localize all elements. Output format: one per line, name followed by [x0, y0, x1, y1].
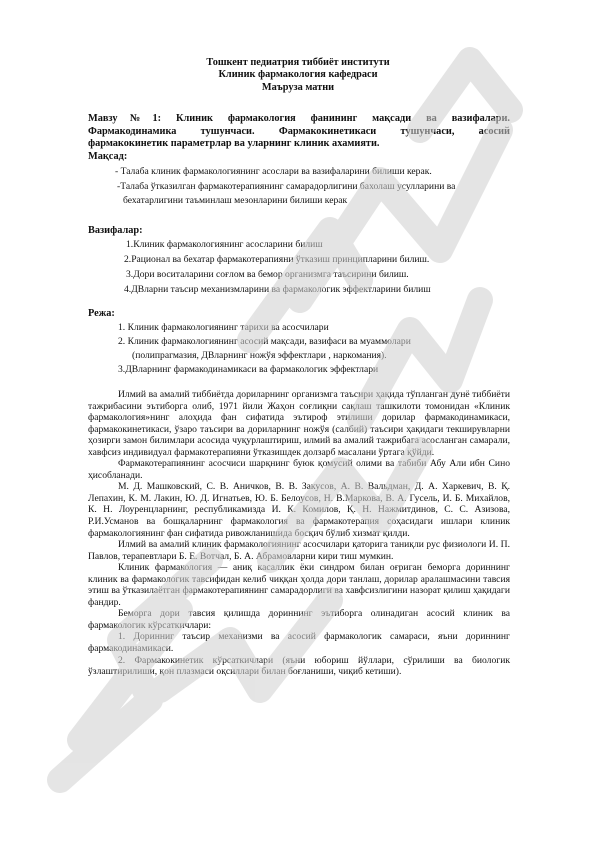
- paragraph: 1. Доринниг таъсир механизми ва асосий фармакологик самараси, яъни дориннинг фармакодинамикаси.: [88, 631, 510, 655]
- plan-item: 1. Клиник фармакологиянинг тарихи ва асосчилари: [118, 322, 329, 333]
- paragraph: 2. Фармакокинетик кўрсаткичлари (яъни юбориш йўллари, сўрилиши ва биологик ўзлаштирилиши, қон плазмаси оқсиллари билан боғланиши, чиқиб кетиши).: [88, 654, 510, 678]
- paragraph: Клиник фармакология — аниқ касаллик ёки синдром билан оғриган беморга дориннинг клиник ва фармакологик тавсифидан келиб чиққан ҳолда дори танлаш, дорилар аралашмасини тавсия этиш ва ўтказилаётган фармакотерапиянинг самарадорлиги ва хавфсизлигини назорат қилиш ҳақидаги фандир.: [88, 562, 510, 608]
- topic-line: Мавзу№1: Клиник фармакология фанининг мақсади ва вазифалари.: [88, 113, 510, 124]
- topic-heading: [88, 113, 510, 151]
- goal-item: -Талаба ўтказилган фармакотерапиянинг самарадорлигини бахолаш усулларини ва: [117, 181, 456, 192]
- plan-item: 2. Клиник фармакологиянинг асосий мақсади, вазифаси ва муаммолари: [118, 336, 411, 347]
- plan-item: (полипрагмазия, ДВларнинг ножўя эффектлари , наркомания).: [132, 350, 387, 361]
- goal-item: - Талаба клиник фармакологиянинг асослари ва вазифаларини билиши керак.: [115, 166, 432, 177]
- topic-line: Фармакодинамика тушунчаси. Фармакокинетикаси тушунчаси, асосий: [88, 125, 510, 137]
- task-item: 2.Рационал ва бехатар фармакотерапияни ўтказиш принципларини билиш.: [124, 254, 430, 265]
- plan-label: Режа:: [88, 308, 115, 319]
- tasks-label: Вазифалар:: [88, 225, 143, 236]
- paragraph: Илмий ва амалий тиббиётда дориларнинг организмга таъсири ҳақида тўпланган дунё тиббиёти тажрибасини эътиборга олиб, 1971 йили Жаҳон соғлиқни сақлаш ташкилоти томонидан «Клиник фармакология»нинг алоҳида фан сифатида эътироф этилиши дорилар фармакодинамикаси, фармакокинетикаси, ўзаро таъсири ва дориларнинг ножўя (салбий) таъсири ҳақидаги текширувларни ҳозирги замон билимлари асосида чуқурлаштириш, илмий ва амалий тажрибага асосланган самарали, хавфсиз индивидуал фармакотерапияни ўтказишдек долзарб масалани ўртага қўйди.: [88, 389, 510, 458]
- paragraph: Фармакотерапиянинг асосчиси шарқнинг буюк қомусий олими ва табиби Абу Али ибн Сино ҳисобланади.: [88, 458, 510, 481]
- body-text: [88, 389, 510, 678]
- paragraph: Илмий ва амалий клиник фармакологиянинг асосчилари қаторига таниқли рус физиологи И. П. Павлов, терапевтлари Б. Е. Вотчал, Б. А. Абрамовларни кири тиш мумкин.: [88, 539, 510, 562]
- lecture-title: Маъруза матни: [261, 82, 335, 93]
- plan-item: 3.ДВларнинг фармакодинамикаси ва фармакологик эффектлари: [118, 364, 379, 375]
- institute-title: Тошкент педиатрия тиббиёт институти: [206, 57, 390, 68]
- goal-label: Мақсад:: [88, 151, 128, 162]
- paragraph: Беморга дори тавсия қилишда дориннинг эътиборга олинадиган асосий клиник ва фармакологик кўрсаткичлари:: [88, 608, 510, 631]
- task-item: 4.ДВларни таъсир механизмларини ва фармакологик эффектларини билиш: [124, 284, 431, 295]
- task-item: 3.Дори воситаларини соғлом ва бемор организмга таъсирини билиш.: [126, 269, 409, 280]
- task-item: 1.Клиник фармакологиянинг асосларини билиш: [126, 239, 323, 250]
- goal-item: бехатарлигини таъминлаш мезонларини билиши керак: [123, 195, 348, 206]
- topic-line: фармакокинетик параметрлар ва уларнинг клиник ахамияти.: [88, 138, 380, 150]
- paragraph: М. Д. Машковский, С. В. Аничков, В. В. Закусов, А. В. Вальдман, Д. А. Харкевич, В. Қ. Лепахин, К. М. Лакин, Ю. Д. Игнатьев, Ю. Б. Белоусов, Н. В.Маркова, В. А. Гусель, И. Б. Михайлов, К. Н. Лоуренцларнинг, республикамизда И. К. Комилов, Қ. Н. Нажмитдинов, С. С. Азизова, Р.И.Усманов ва бошқаларнинг фармакология ва фармакотерапия соҳасидаги ишлари клиник фармакологиянинг фан сифатида ривожланишида босқич бўлиб хизмат қилди.: [88, 481, 510, 539]
- department-title: Клиник фармакология кафедраси: [218, 69, 378, 80]
